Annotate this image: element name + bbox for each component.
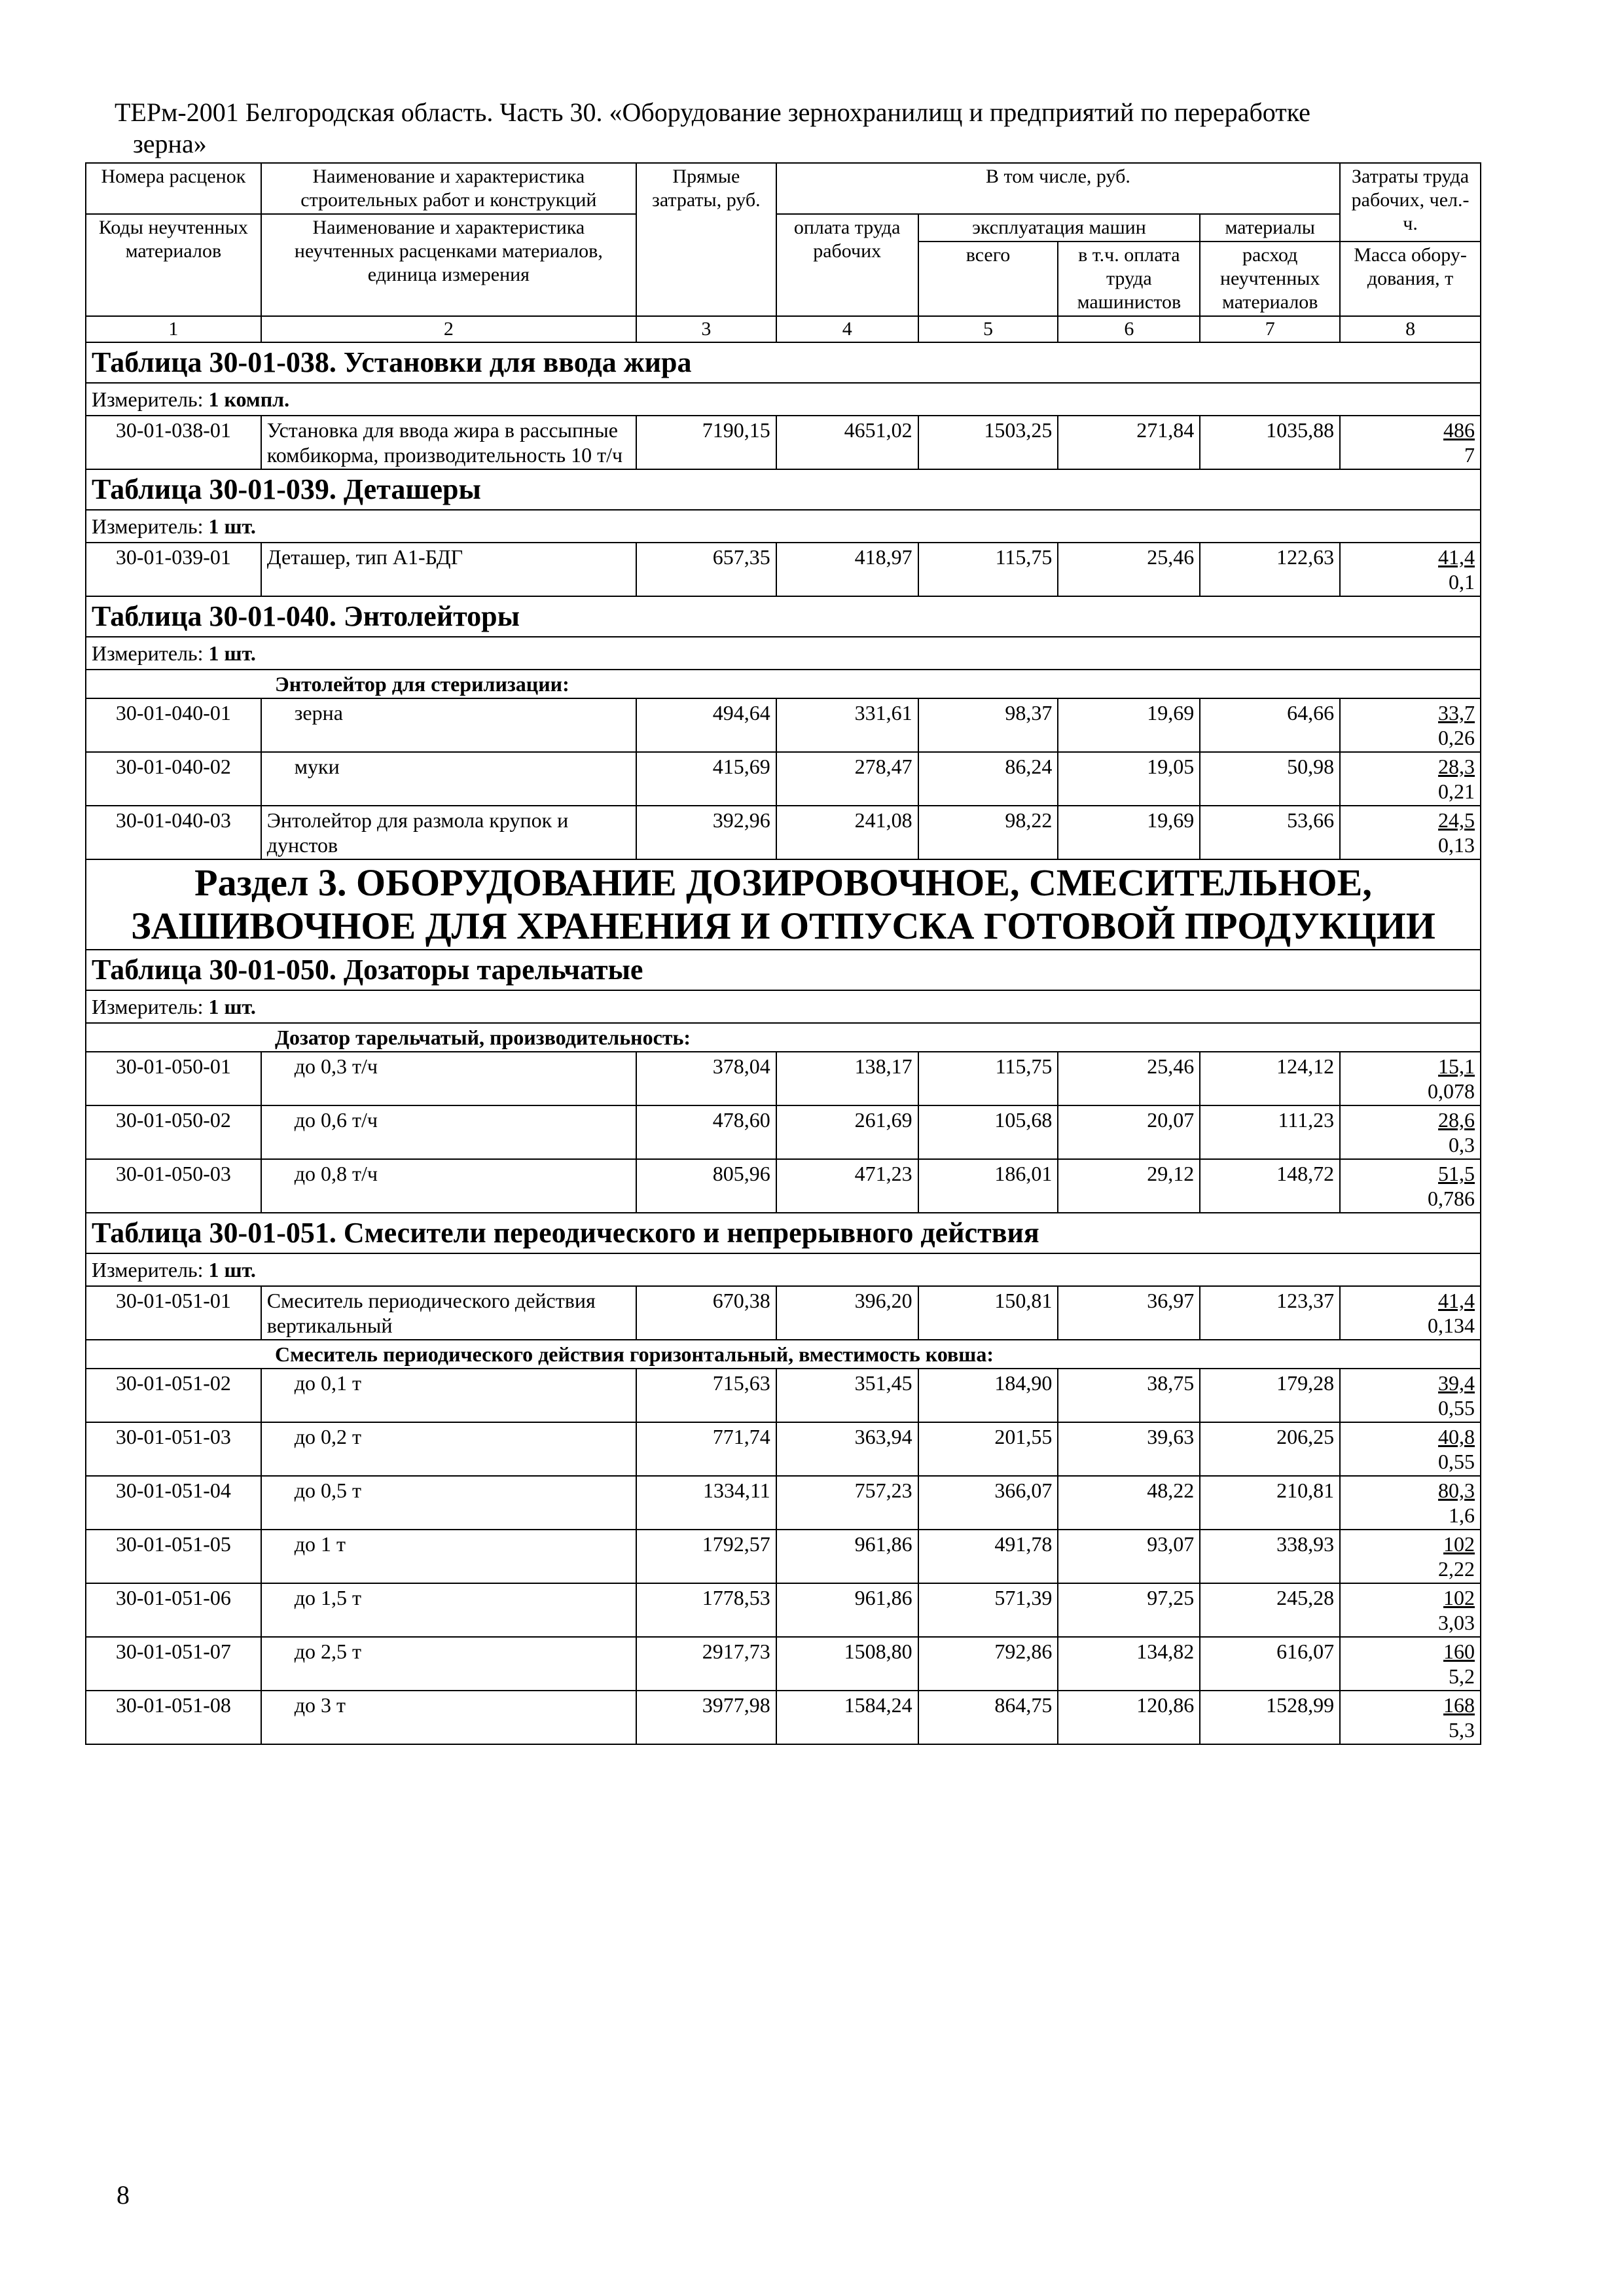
direct-cost: 1334,11 — [636, 1476, 776, 1530]
direct-cost: 715,63 — [636, 1369, 776, 1422]
labor-cost: 241,08 — [776, 806, 918, 859]
machines-cost: 491,78 — [918, 1530, 1058, 1583]
direct-cost: 2917,73 — [636, 1637, 776, 1691]
labor-hours: 486 — [1443, 418, 1475, 442]
direct-cost: 1792,57 — [636, 1530, 776, 1583]
operators-cost: 25,46 — [1058, 1052, 1200, 1105]
operators-cost: 19,69 — [1058, 698, 1200, 752]
column-number: 7 — [1200, 316, 1340, 342]
work-name: до 1 т — [261, 1530, 636, 1583]
operators-cost: 19,05 — [1058, 752, 1200, 806]
materials-cost: 338,93 — [1200, 1530, 1340, 1583]
materials-cost: 210,81 — [1200, 1476, 1340, 1530]
work-name: до 1,5 т — [261, 1583, 636, 1637]
equipment-mass: 7 — [1464, 443, 1475, 467]
operators-cost: 29,12 — [1058, 1159, 1200, 1213]
materials-cost: 64,66 — [1200, 698, 1340, 752]
measure-label: Измеритель: — [92, 387, 204, 411]
table-row — [86, 1691, 1481, 1744]
materials-header: материалы — [1200, 214, 1340, 242]
col7-header: расход неучтенных материалов — [1200, 242, 1340, 316]
work-name: до 0,3 т/ч — [261, 1052, 636, 1105]
operators-cost: 120,86 — [1058, 1691, 1200, 1744]
measure-value: 1 компл. — [208, 387, 290, 411]
operators-cost: 134,82 — [1058, 1637, 1200, 1691]
measure-unit — [86, 637, 1481, 670]
table-row — [86, 806, 1481, 859]
work-name: до 3 т — [261, 1691, 636, 1744]
labor-hours-mass — [1340, 1369, 1481, 1422]
rate-code: 30-01-050-03 — [86, 1159, 261, 1213]
machines-cost: 201,55 — [918, 1422, 1058, 1476]
col8-sub-header: Масса обору-дования, т — [1340, 242, 1481, 316]
labor-hours-mass — [1340, 416, 1481, 469]
group-subheader: Дозатор тарельчатый, производительность: — [86, 1023, 1481, 1052]
column-number: 1 — [86, 316, 261, 342]
rate-code: 30-01-050-01 — [86, 1052, 261, 1105]
labor-cost: 138,17 — [776, 1052, 918, 1105]
labor-hours-mass — [1340, 698, 1481, 752]
section-title-line-1: Раздел 3. ОБОРУДОВАНИЕ ДОЗИРОВОЧНОЕ, СМЕСИТЕЛЬНОЕ, — [194, 861, 1372, 904]
labor-hours: 102 — [1443, 1532, 1475, 1556]
machines-cost: 115,75 — [918, 543, 1058, 596]
labor-cost: 4651,02 — [776, 416, 918, 469]
labor-cost: 396,20 — [776, 1286, 918, 1340]
equipment-mass: 0,13 — [1438, 833, 1475, 857]
labor-cost: 1584,24 — [776, 1691, 918, 1744]
equipment-mass: 0,1 — [1449, 570, 1475, 594]
labor-hours: 41,4 — [1438, 1289, 1475, 1312]
document-header — [115, 97, 1456, 160]
machines-cost: 105,68 — [918, 1105, 1058, 1159]
work-name: Деташер, тип А1-БДГ — [261, 543, 636, 596]
measure-unit — [86, 990, 1481, 1023]
table-row — [86, 1583, 1481, 1637]
direct-cost: 7190,15 — [636, 416, 776, 469]
machines-cost: 864,75 — [918, 1691, 1058, 1744]
section-title-line-2: ЗАШИВОЧНОЕ ДЛЯ ХРАНЕНИЯ И ОТПУСКА ГОТОВОЙ ПРОДУКЦИИ — [131, 905, 1435, 947]
operators-cost: 20,07 — [1058, 1105, 1200, 1159]
col8-header: Затраты труда рабочих, чел.-ч. — [1340, 163, 1481, 242]
work-name: до 0,2 т — [261, 1422, 636, 1476]
labor-hours: 33,7 — [1438, 701, 1475, 725]
labor-cost: 278,47 — [776, 752, 918, 806]
materials-cost: 245,28 — [1200, 1583, 1340, 1637]
equipment-mass: 5,3 — [1449, 1718, 1475, 1742]
equipment-mass: 2,22 — [1438, 1557, 1475, 1581]
col3-header: Прямые затраты, руб. — [636, 163, 776, 316]
labor-hours: 51,5 — [1438, 1162, 1475, 1185]
labor-hours-mass — [1340, 1052, 1481, 1105]
work-name: до 0,5 т — [261, 1476, 636, 1530]
table-row — [86, 752, 1481, 806]
materials-cost: 206,25 — [1200, 1422, 1340, 1476]
equipment-mass: 0,134 — [1428, 1314, 1475, 1337]
materials-cost: 50,98 — [1200, 752, 1340, 806]
labor-hours: 80,3 — [1438, 1479, 1475, 1502]
operators-cost: 271,84 — [1058, 416, 1200, 469]
materials-cost: 122,63 — [1200, 543, 1340, 596]
rate-code: 30-01-040-03 — [86, 806, 261, 859]
table-row — [86, 1530, 1481, 1583]
labor-hours: 39,4 — [1438, 1371, 1475, 1395]
rate-code: 30-01-038-01 — [86, 416, 261, 469]
measure-label: Измеритель: — [92, 995, 204, 1018]
direct-cost: 805,96 — [636, 1159, 776, 1213]
materials-cost: 1035,88 — [1200, 416, 1340, 469]
measure-unit — [86, 383, 1481, 416]
operators-cost: 93,07 — [1058, 1530, 1200, 1583]
machines-cost: 1503,25 — [918, 416, 1058, 469]
table-row — [86, 1476, 1481, 1530]
machines-cost: 792,86 — [918, 1637, 1058, 1691]
measure-label: Измеритель: — [92, 1258, 204, 1282]
labor-cost: 351,45 — [776, 1369, 918, 1422]
operators-cost: 38,75 — [1058, 1369, 1200, 1422]
measure-label: Измеритель: — [92, 641, 204, 665]
table-row — [86, 698, 1481, 752]
equipment-mass: 0,3 — [1449, 1133, 1475, 1157]
materials-cost: 179,28 — [1200, 1369, 1340, 1422]
labor-hours-mass — [1340, 1637, 1481, 1691]
labor-cost: 1508,80 — [776, 1637, 918, 1691]
labor-hours: 160 — [1443, 1640, 1475, 1663]
direct-cost: 771,74 — [636, 1422, 776, 1476]
machines-cost: 571,39 — [918, 1583, 1058, 1637]
measure-label: Измеритель: — [92, 514, 204, 538]
materials-cost: 616,07 — [1200, 1637, 1340, 1691]
col1-header: Номера расценок — [86, 163, 261, 214]
labor-cost: 418,97 — [776, 543, 918, 596]
machines-cost: 86,24 — [918, 752, 1058, 806]
col2-header: Наименование и характеристика строительных работ и конструкций — [261, 163, 636, 214]
operators-cost: 48,22 — [1058, 1476, 1200, 1530]
machines-cost: 186,01 — [918, 1159, 1058, 1213]
equipment-mass: 0,786 — [1428, 1187, 1475, 1210]
col2-sub-header: Наименование и характеристика неучтенных расценками материалов, единица измерения — [261, 214, 636, 316]
labor-hours: 28,3 — [1438, 755, 1475, 778]
column-number: 5 — [918, 316, 1058, 342]
labor-hours: 15,1 — [1438, 1054, 1475, 1078]
labor-hours-mass — [1340, 1422, 1481, 1476]
labor-hours-mass — [1340, 806, 1481, 859]
labor-cost: 757,23 — [776, 1476, 918, 1530]
price-table — [85, 162, 1481, 1745]
operators-cost: 25,46 — [1058, 543, 1200, 596]
labor-hours-mass — [1340, 1530, 1481, 1583]
materials-cost: 124,12 — [1200, 1052, 1340, 1105]
measure-value: 1 шт. — [208, 514, 256, 538]
table-title: Таблица 30-01-038. Установки для ввода жира — [86, 342, 1481, 383]
column-number: 2 — [261, 316, 636, 342]
materials-cost: 148,72 — [1200, 1159, 1340, 1213]
labor-hours-mass — [1340, 1476, 1481, 1530]
labor-cost: 331,61 — [776, 698, 918, 752]
labor-cost: 261,69 — [776, 1105, 918, 1159]
machines-cost: 184,90 — [918, 1369, 1058, 1422]
rate-code: 30-01-040-01 — [86, 698, 261, 752]
equipment-mass: 0,26 — [1438, 726, 1475, 749]
labor-hours: 40,8 — [1438, 1425, 1475, 1448]
work-name: муки — [261, 752, 636, 806]
table-row — [86, 1422, 1481, 1476]
equipment-mass: 5,2 — [1449, 1664, 1475, 1688]
machines-cost: 150,81 — [918, 1286, 1058, 1340]
rate-code: 30-01-051-03 — [86, 1422, 261, 1476]
table-row — [86, 1286, 1481, 1340]
materials-cost: 111,23 — [1200, 1105, 1340, 1159]
table-row — [86, 1637, 1481, 1691]
labor-hours-mass — [1340, 1159, 1481, 1213]
rate-code: 30-01-051-06 — [86, 1583, 261, 1637]
col6-header: в т.ч. оплата труда машинистов — [1058, 242, 1200, 316]
equipment-mass: 0,55 — [1438, 1396, 1475, 1420]
labor-hours-mass — [1340, 1105, 1481, 1159]
labor-hours: 41,4 — [1438, 545, 1475, 569]
work-name: до 2,5 т — [261, 1637, 636, 1691]
labor-hours-mass — [1340, 752, 1481, 806]
group-subheader: Смеситель периодического действия горизонтальный, вместимость ковша: — [86, 1340, 1481, 1369]
group-subheader: Энтолейтор для стерилизации: — [86, 670, 1481, 698]
table-row — [86, 1105, 1481, 1159]
rate-code: 30-01-050-02 — [86, 1105, 261, 1159]
direct-cost: 378,04 — [636, 1052, 776, 1105]
materials-cost: 53,66 — [1200, 806, 1340, 859]
direct-cost: 415,69 — [636, 752, 776, 806]
labor-hours-mass — [1340, 1286, 1481, 1340]
work-name: Установка для ввода жира в рассыпные комбикорма, производительность 10 т/ч — [261, 416, 636, 469]
rate-code: 30-01-040-02 — [86, 752, 261, 806]
equipment-mass: 1,6 — [1449, 1503, 1475, 1527]
page-number: 8 — [117, 2180, 130, 2210]
work-name: до 0,8 т/ч — [261, 1159, 636, 1213]
table-title: Таблица 30-01-051. Смесители переодического и непрерывного действия — [86, 1213, 1481, 1253]
table-row — [86, 1052, 1481, 1105]
work-name: Энтолейтор для размола крупок и дунстов — [261, 806, 636, 859]
labor-hours: 24,5 — [1438, 808, 1475, 832]
labor-hours-mass — [1340, 1691, 1481, 1744]
direct-cost: 494,64 — [636, 698, 776, 752]
rate-code: 30-01-039-01 — [86, 543, 261, 596]
measure-unit — [86, 510, 1481, 543]
direct-cost: 3977,98 — [636, 1691, 776, 1744]
machines-cost: 366,07 — [918, 1476, 1058, 1530]
materials-cost: 123,37 — [1200, 1286, 1340, 1340]
rate-code: 30-01-051-08 — [86, 1691, 261, 1744]
direct-cost: 670,38 — [636, 1286, 776, 1340]
machines-cost: 115,75 — [918, 1052, 1058, 1105]
rate-code: 30-01-051-07 — [86, 1637, 261, 1691]
operators-cost: 97,25 — [1058, 1583, 1200, 1637]
measure-unit — [86, 1253, 1481, 1286]
measure-value: 1 шт. — [208, 1258, 256, 1282]
work-name: Смеситель периодического действия вертикальный — [261, 1286, 636, 1340]
direct-cost: 478,60 — [636, 1105, 776, 1159]
table-row — [86, 416, 1481, 469]
direct-cost: 657,35 — [636, 543, 776, 596]
operators-cost: 39,63 — [1058, 1422, 1200, 1476]
labor-cost: 961,86 — [776, 1583, 918, 1637]
column-number: 6 — [1058, 316, 1200, 342]
work-name: зерна — [261, 698, 636, 752]
operators-cost: 19,69 — [1058, 806, 1200, 859]
column-number: 3 — [636, 316, 776, 342]
table-title: Таблица 30-01-050. Дозаторы тарельчатые — [86, 950, 1481, 990]
labor-hours-mass — [1340, 543, 1481, 596]
labor-hours-mass — [1340, 1583, 1481, 1637]
table-row — [86, 543, 1481, 596]
section-title — [86, 859, 1481, 950]
table-row — [86, 1159, 1481, 1213]
rate-code: 30-01-051-05 — [86, 1530, 261, 1583]
col5-header: всего — [918, 242, 1058, 316]
labor-hours: 28,6 — [1438, 1108, 1475, 1132]
work-name: до 0,6 т/ч — [261, 1105, 636, 1159]
group-header: В том числе, руб. — [776, 163, 1340, 214]
operators-cost: 36,97 — [1058, 1286, 1200, 1340]
col4-header: оплата труда рабочих — [776, 214, 918, 316]
table-title: Таблица 30-01-040. Энтолейторы — [86, 596, 1481, 637]
work-name: до 0,1 т — [261, 1369, 636, 1422]
equipment-mass: 0,55 — [1438, 1450, 1475, 1473]
rate-code: 30-01-051-02 — [86, 1369, 261, 1422]
machines-cost: 98,37 — [918, 698, 1058, 752]
labor-hours: 102 — [1443, 1586, 1475, 1609]
labor-cost: 471,23 — [776, 1159, 918, 1213]
col1-sub-header: Коды неучтенных материалов — [86, 214, 261, 316]
column-numbers-row — [86, 316, 1481, 342]
measure-value: 1 шт. — [208, 995, 256, 1018]
equipment-mass: 0,078 — [1428, 1079, 1475, 1103]
rate-code: 30-01-051-01 — [86, 1286, 261, 1340]
direct-cost: 1778,53 — [636, 1583, 776, 1637]
machines-header: эксплуатация машин — [918, 214, 1200, 242]
labor-hours: 168 — [1443, 1693, 1475, 1717]
equipment-mass: 3,03 — [1438, 1611, 1475, 1634]
table-title: Таблица 30-01-039. Деташеры — [86, 469, 1481, 510]
header-line-1: ТЕРм-2001 Белгородская область. Часть 30. «Оборудование зернохранилищ и предприятий по переработке — [115, 98, 1310, 127]
labor-cost: 363,94 — [776, 1422, 918, 1476]
column-number: 4 — [776, 316, 918, 342]
rate-code: 30-01-051-04 — [86, 1476, 261, 1530]
equipment-mass: 0,21 — [1438, 780, 1475, 803]
materials-cost: 1528,99 — [1200, 1691, 1340, 1744]
machines-cost: 98,22 — [918, 806, 1058, 859]
direct-cost: 392,96 — [636, 806, 776, 859]
table-row — [86, 1369, 1481, 1422]
column-number: 8 — [1340, 316, 1481, 342]
measure-value: 1 шт. — [208, 641, 256, 665]
labor-cost: 961,86 — [776, 1530, 918, 1583]
header-line-2: зерна» — [133, 129, 207, 158]
